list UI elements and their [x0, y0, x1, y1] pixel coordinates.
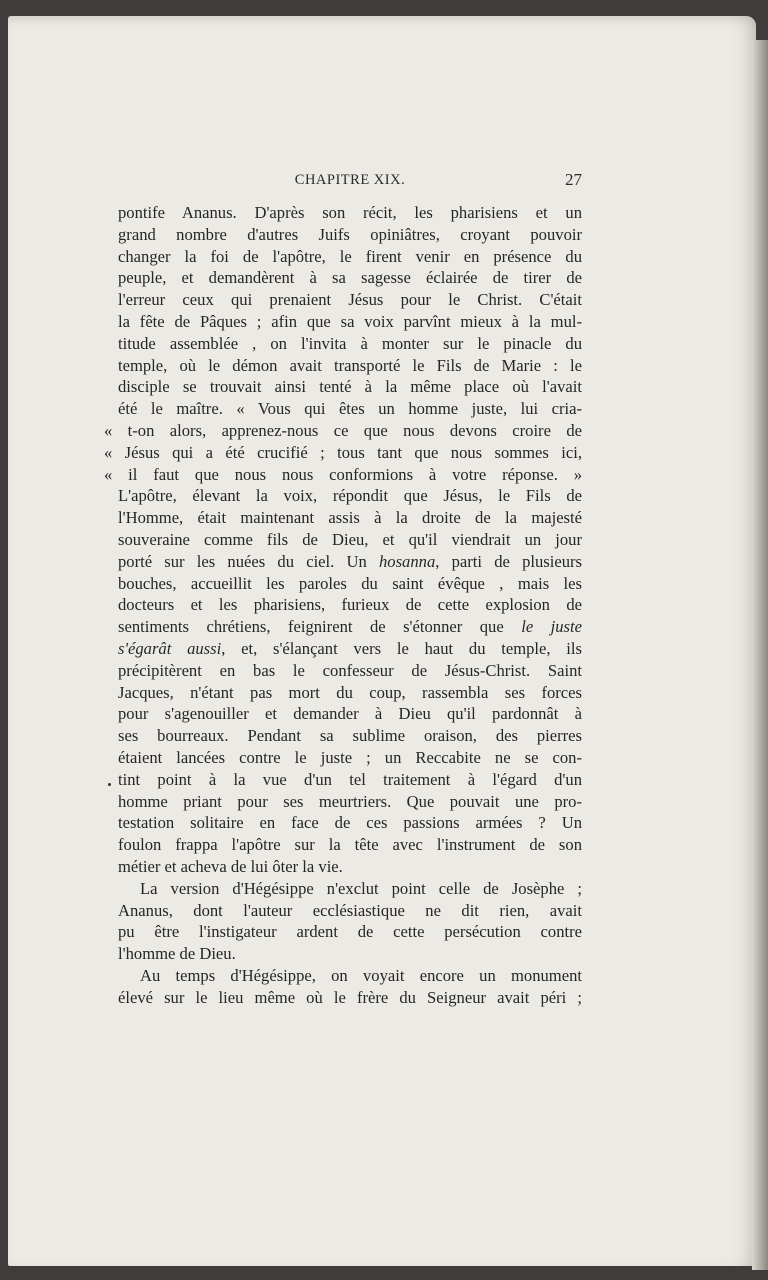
line-text: la fête de Pâques ; afin que sa voix parvînt mieux à la mul- [118, 311, 582, 331]
text-line [118, 376, 582, 398]
text-line [118, 507, 582, 529]
line-text: , et, s'élançant vers le haut du temple, ils [221, 638, 582, 658]
text-line [118, 638, 582, 660]
line-text: « t-on alors, apprenez-nous ce que nous devons croire de [104, 420, 582, 440]
line-text: peuple, et demandèrent à sa sagesse éclairée de tirer de [118, 268, 582, 288]
text-line [118, 943, 582, 965]
text-line [118, 202, 582, 224]
line-text: pour s'agenouiller et demander à Dieu qu'il pardonnât à [118, 704, 582, 724]
text-line [118, 529, 582, 551]
line-text: foulon frappa l'apôtre sur la tête avec l'instrument de son [118, 835, 582, 855]
page-header [118, 172, 582, 194]
line-text: Jacques, n'étant pas mort du coup, rassembla ses forces [118, 682, 582, 702]
line-text: bouches, accueillit les paroles du saint évêque , mais les [118, 573, 582, 593]
text-line [118, 246, 582, 268]
line-text: pu être l'instigateur ardent de cette persécution contre [118, 922, 582, 942]
running-title: CHAPITRE XIX. [294, 172, 406, 188]
line-text: étaient lancées contre le juste ; un Reccabite ne se con- [118, 747, 582, 767]
text-line [118, 769, 582, 791]
text-line [118, 660, 582, 682]
line-text: La version d'Hégésippe n'exclut point celle de Josèphe ; [140, 878, 582, 898]
text-line [118, 267, 582, 289]
line-text: pontife Ananus. D'après son récit, les pharisiens et un [118, 203, 582, 222]
text-line [118, 616, 582, 638]
line-text: testation solitaire en face de ces passions armées ? Un [118, 813, 582, 833]
text-line [118, 856, 582, 878]
line-text: temple, où le démon avait transporté le Fils de Marie : le [118, 355, 582, 375]
line-text: l'homme de Dieu. [118, 944, 236, 964]
line-text: L'apôtre, élevant la voix, répondit que Jésus, le Fils de [118, 486, 582, 506]
text-line [118, 398, 582, 420]
line-text: titude assemblée , on l'invita à monter sur le pinacle du [118, 333, 582, 353]
text-line [118, 311, 582, 333]
line-text: tint point à la vue d'un tel traitement à l'égard d'un [118, 769, 582, 789]
line-text: Ananus, dont l'auteur ecclésiastique ne dit rien, avait [118, 900, 582, 920]
text-line [104, 420, 582, 442]
margin-mark [108, 783, 111, 786]
line-text: l'erreur ceux qui prenaient Jésus pour le Christ. C'était [118, 290, 582, 310]
text-line [118, 289, 582, 311]
italic-text: le juste [521, 617, 582, 637]
text-line [118, 703, 582, 725]
page-number: 27 [565, 170, 582, 189]
text-line [118, 987, 582, 1009]
text-line [118, 333, 582, 355]
text-line [118, 551, 582, 573]
text-line [118, 747, 582, 769]
text-line [104, 464, 582, 486]
text-line [104, 442, 582, 464]
text-line [118, 594, 582, 616]
line-text: souveraine comme fils de Dieu, et qu'il viendrait un jour [118, 529, 582, 549]
text-line [118, 573, 582, 595]
italic-text: s'égarât aussi [118, 638, 222, 658]
line-text: sentiments chrétiens, feignirent de s'étonner que [118, 617, 522, 637]
text-line [118, 900, 582, 922]
line-text: élevé sur le lieu même où le frère du Seigneur avait péri ; [118, 987, 582, 1007]
text-line [118, 791, 582, 813]
line-text: précipitèrent en bas le confesseur de Jésus-Christ. Saint [118, 660, 582, 680]
body-text [104, 202, 582, 1008]
line-text: docteurs et les pharisiens, furieux de cette explosion de [118, 595, 582, 615]
line-text: changer la foi de l'apôtre, le firent venir en présence du [118, 246, 582, 266]
text-line [118, 224, 582, 246]
line-text: « il faut que nous nous conformions à votre réponse. » [104, 464, 582, 484]
line-text: disciple se trouvait ainsi tenté à la même place où l'avait [118, 377, 582, 397]
text-line [118, 965, 582, 987]
text-line [118, 834, 582, 856]
text-line [118, 878, 582, 900]
italic-text: hosanna [379, 551, 436, 571]
line-text: « Jésus qui a été crucifié ; tous tant que nous sommes ici, [104, 442, 582, 462]
line-text: été le maître. « Vous qui êtes un homme juste, lui cria- [118, 399, 582, 419]
line-text: grand nombre d'autres Juifs opiniâtres, croyant pouvoir [118, 224, 582, 244]
text-line [118, 682, 582, 704]
line-text: l'Homme, était maintenant assis à la droite de la majesté [118, 508, 582, 528]
text-line [118, 355, 582, 377]
line-text: ses bourreaux. Pendant sa sublime oraison, des pierres [118, 726, 582, 746]
text-line [118, 725, 582, 747]
line-text: métier et acheva de lui ôter la vie. [118, 856, 343, 876]
line-text: , parti de plusieurs [435, 551, 582, 571]
text-line [118, 485, 582, 507]
line-text: homme priant pour ses meurtriers. Que pouvait une pro- [118, 791, 582, 811]
line-text: Au temps d'Hégésippe, on voyait encore un monument [140, 965, 582, 985]
text-line [118, 921, 582, 943]
line-text: porté sur les nuées du ciel. Un [118, 551, 379, 571]
text-line [118, 812, 582, 834]
page-edge [752, 40, 768, 1270]
